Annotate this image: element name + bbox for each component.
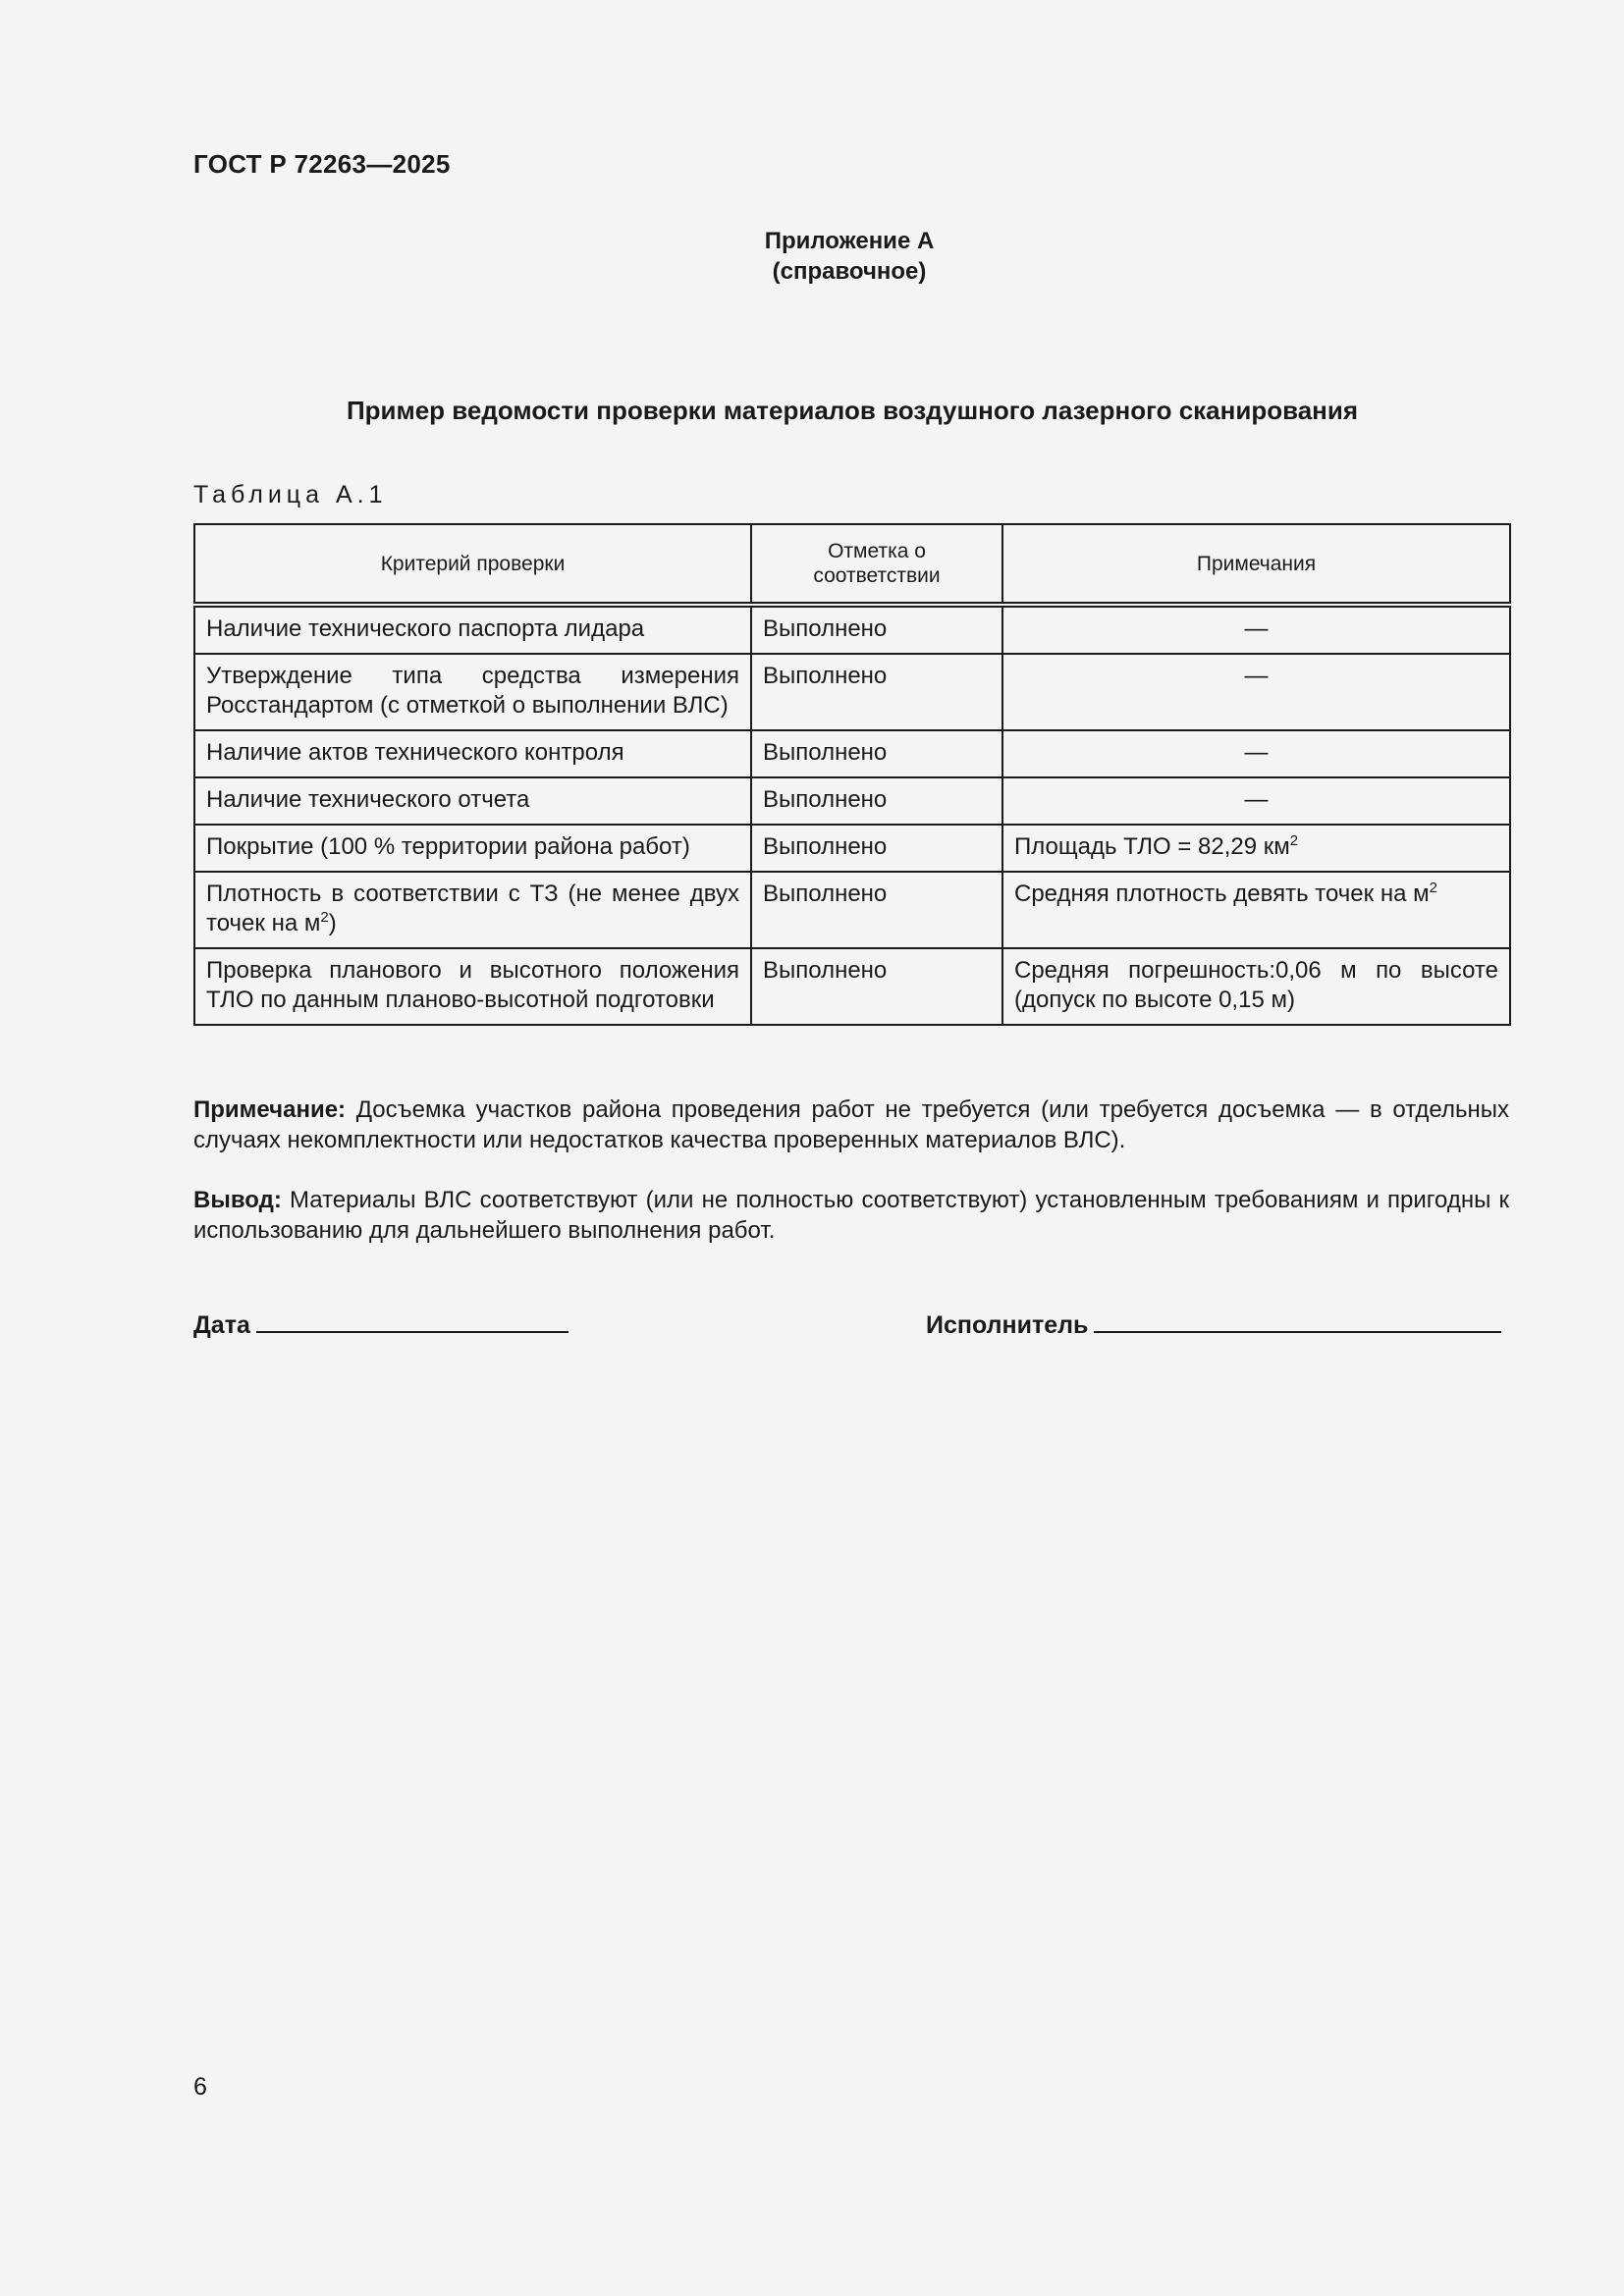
header-criterion: Критерий проверки bbox=[194, 524, 751, 605]
cell-criterion: Проверка планового и высотного положения ТЛО по данным планово-высотной подготовки bbox=[194, 948, 751, 1025]
table-row bbox=[194, 605, 1510, 654]
note-label: Примечание: bbox=[193, 1096, 347, 1123]
cell-criterion bbox=[194, 872, 751, 948]
table-header-row bbox=[194, 524, 1510, 605]
superscript: 2 bbox=[1289, 832, 1299, 849]
table-row bbox=[194, 730, 1510, 777]
conclusion-text: Материалы ВЛС соответствуют (или не полностью соответствуют) установленным требованиям и пригодны к использованию для дальнейшего выполнения работ. bbox=[193, 1187, 1509, 1244]
table-caption: Таблица А.1 bbox=[193, 481, 388, 508]
executor-label: Исполнитель bbox=[926, 1311, 1089, 1339]
appendix-heading bbox=[0, 226, 1624, 287]
header-notes: Примечания bbox=[1002, 524, 1510, 605]
note-paragraph bbox=[193, 1095, 1509, 1155]
cell-note bbox=[1002, 872, 1510, 948]
superscript: 2 bbox=[1429, 880, 1437, 896]
table-row bbox=[194, 654, 1510, 730]
note-text: Досъемка участков района проведения работ не требуется (или требуется досъемка — в отдельных случаях некомплектности или недостатков качества проверенных материалов ВЛС). bbox=[193, 1096, 1509, 1153]
criterion-tail: ) bbox=[328, 910, 337, 936]
table-row bbox=[194, 872, 1510, 948]
page-number: 6 bbox=[193, 2073, 207, 2101]
table-row bbox=[194, 948, 1510, 1025]
cell-mark: Выполнено bbox=[751, 825, 1002, 872]
cell-note: — bbox=[1002, 605, 1510, 654]
appendix-title: Приложение А bbox=[764, 228, 935, 254]
note-text: Средняя плотность девять точек на м bbox=[1014, 881, 1430, 907]
criterion-text: Плотность в соответствии с ТЗ (не менее двух точек на м bbox=[206, 881, 739, 936]
cell-note: — bbox=[1002, 730, 1510, 777]
cell-note: — bbox=[1002, 654, 1510, 730]
cell-mark: Выполнено bbox=[751, 730, 1002, 777]
appendix-type: (справочное) bbox=[772, 258, 927, 285]
cell-criterion: Наличие технического отчета bbox=[194, 777, 751, 825]
table-row bbox=[194, 825, 1510, 872]
cell-note bbox=[1002, 825, 1510, 872]
cell-note: Средняя погрешность:0,06 м по высоте (допуск по высоте 0,15 м) bbox=[1002, 948, 1510, 1025]
verification-table bbox=[193, 523, 1511, 1026]
header-mark bbox=[751, 524, 1002, 605]
document-code: ГОСТ Р 72263—2025 bbox=[193, 149, 451, 179]
cell-criterion: Наличие актов технического контроля bbox=[194, 730, 751, 777]
executor-blank-line bbox=[1094, 1306, 1501, 1333]
header-mark-line2: соответствии bbox=[813, 564, 941, 587]
cell-mark: Выполнено bbox=[751, 654, 1002, 730]
date-label: Дата bbox=[193, 1311, 250, 1339]
executor-signature bbox=[926, 1306, 1501, 1340]
cell-criterion: Утверждение типа средства измерения Росстандартом (с отметкой о выполнении ВЛС) bbox=[194, 654, 751, 730]
cell-criterion: Покрытие (100 % территории района работ) bbox=[194, 825, 751, 872]
note-text: Площадь ТЛО = 82,29 км bbox=[1014, 833, 1290, 860]
cell-criterion: Наличие технического паспорта лидара bbox=[194, 605, 751, 654]
header-mark-line1: Отметка о bbox=[828, 540, 926, 562]
conclusion-label: Вывод: bbox=[193, 1187, 282, 1213]
cell-mark: Выполнено bbox=[751, 872, 1002, 948]
superscript: 2 bbox=[320, 909, 329, 926]
cell-mark: Выполнено bbox=[751, 777, 1002, 825]
cell-mark: Выполнено bbox=[751, 948, 1002, 1025]
conclusion-paragraph bbox=[193, 1185, 1509, 1246]
date-blank-line bbox=[256, 1306, 568, 1333]
cell-note: — bbox=[1002, 777, 1510, 825]
section-title: Пример ведомости проверки материалов воздушного лазерного сканирования bbox=[346, 396, 1359, 425]
date-signature bbox=[193, 1306, 568, 1340]
table-row bbox=[194, 777, 1510, 825]
cell-mark: Выполнено bbox=[751, 605, 1002, 654]
